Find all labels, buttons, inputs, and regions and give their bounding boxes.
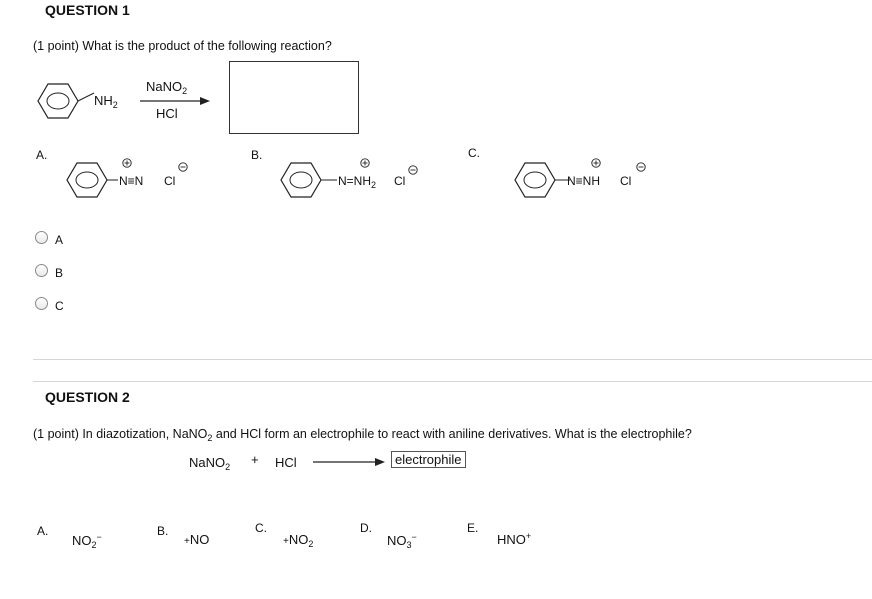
choice-c-label: C. [468,146,480,160]
minus-charge-icon [636,162,646,172]
q2-choice-e-species: HNO+ [497,531,532,547]
option-b-label[interactable]: B [55,266,64,280]
choice-a-label: A. [36,148,48,162]
benzene-ring-a [66,161,126,201]
minus-charge-icon [178,162,188,172]
option-c-label[interactable]: C [55,299,64,313]
equation-hcl: HCl [275,455,297,470]
q2-choice-e-label: E. [467,521,479,535]
plus-charge-icon [591,158,601,168]
option-b-radio[interactable] [35,264,48,277]
plus-charge-icon [360,158,370,168]
diazonium-group-a: N≡N [119,174,144,188]
question-1-title: QUESTION 1 [45,2,130,18]
q2-choice-b-species: +NO [184,532,210,547]
equation-plus: + [251,452,259,467]
choice-b-label: B. [251,148,263,162]
reaction-arrow-2 [313,457,385,467]
q2-choice-c-label: C. [255,521,267,535]
option-a-radio[interactable] [35,231,48,244]
plus-charge-icon [122,158,132,168]
divider [33,381,872,382]
divider [33,359,872,360]
q2-choice-a-label: A. [37,524,49,538]
question-2-title: QUESTION 2 [45,389,130,405]
reagent-nano2: NaNO$_2$ [146,79,188,96]
benzene-ring-reactant [36,80,96,124]
equation-nano2: NaNO$_2$ [189,455,231,472]
minus-charge-icon [408,165,418,175]
question-2-prompt: (1 point) In diazotization, NaNO$_2$ and HCl form an electrophile to react with aniline derivatives. What is the electrophile? [33,427,692,443]
diazene-group-b: $N=NH_2$ [338,174,377,190]
chloride-c: Cl [620,174,632,188]
option-a-label[interactable]: A [55,233,64,247]
product-answer-box [229,61,359,134]
chloride-a: Cl [164,174,176,188]
diazene-group-c: N≡NH [567,174,600,188]
q2-choice-b-label: B. [157,524,169,538]
reaction-arrow-1 [140,96,210,106]
option-c-radio[interactable] [35,297,48,310]
q2-choice-c-species: $+NO_2$ [283,532,314,549]
q2-choice-a-species: $NO_2^-$ [72,532,102,550]
q2-choice-d-label: D. [360,521,372,535]
question-1-prompt: (1 point) What is the product of the following reaction? [33,39,332,53]
reagent-hcl: HCl [156,106,178,121]
amine-group: $NH_2$ [94,93,118,110]
q2-choice-d-species: $NO_3^-$ [387,532,417,550]
chloride-b: Cl [394,174,406,188]
electrophile-box: electrophile [391,451,466,468]
